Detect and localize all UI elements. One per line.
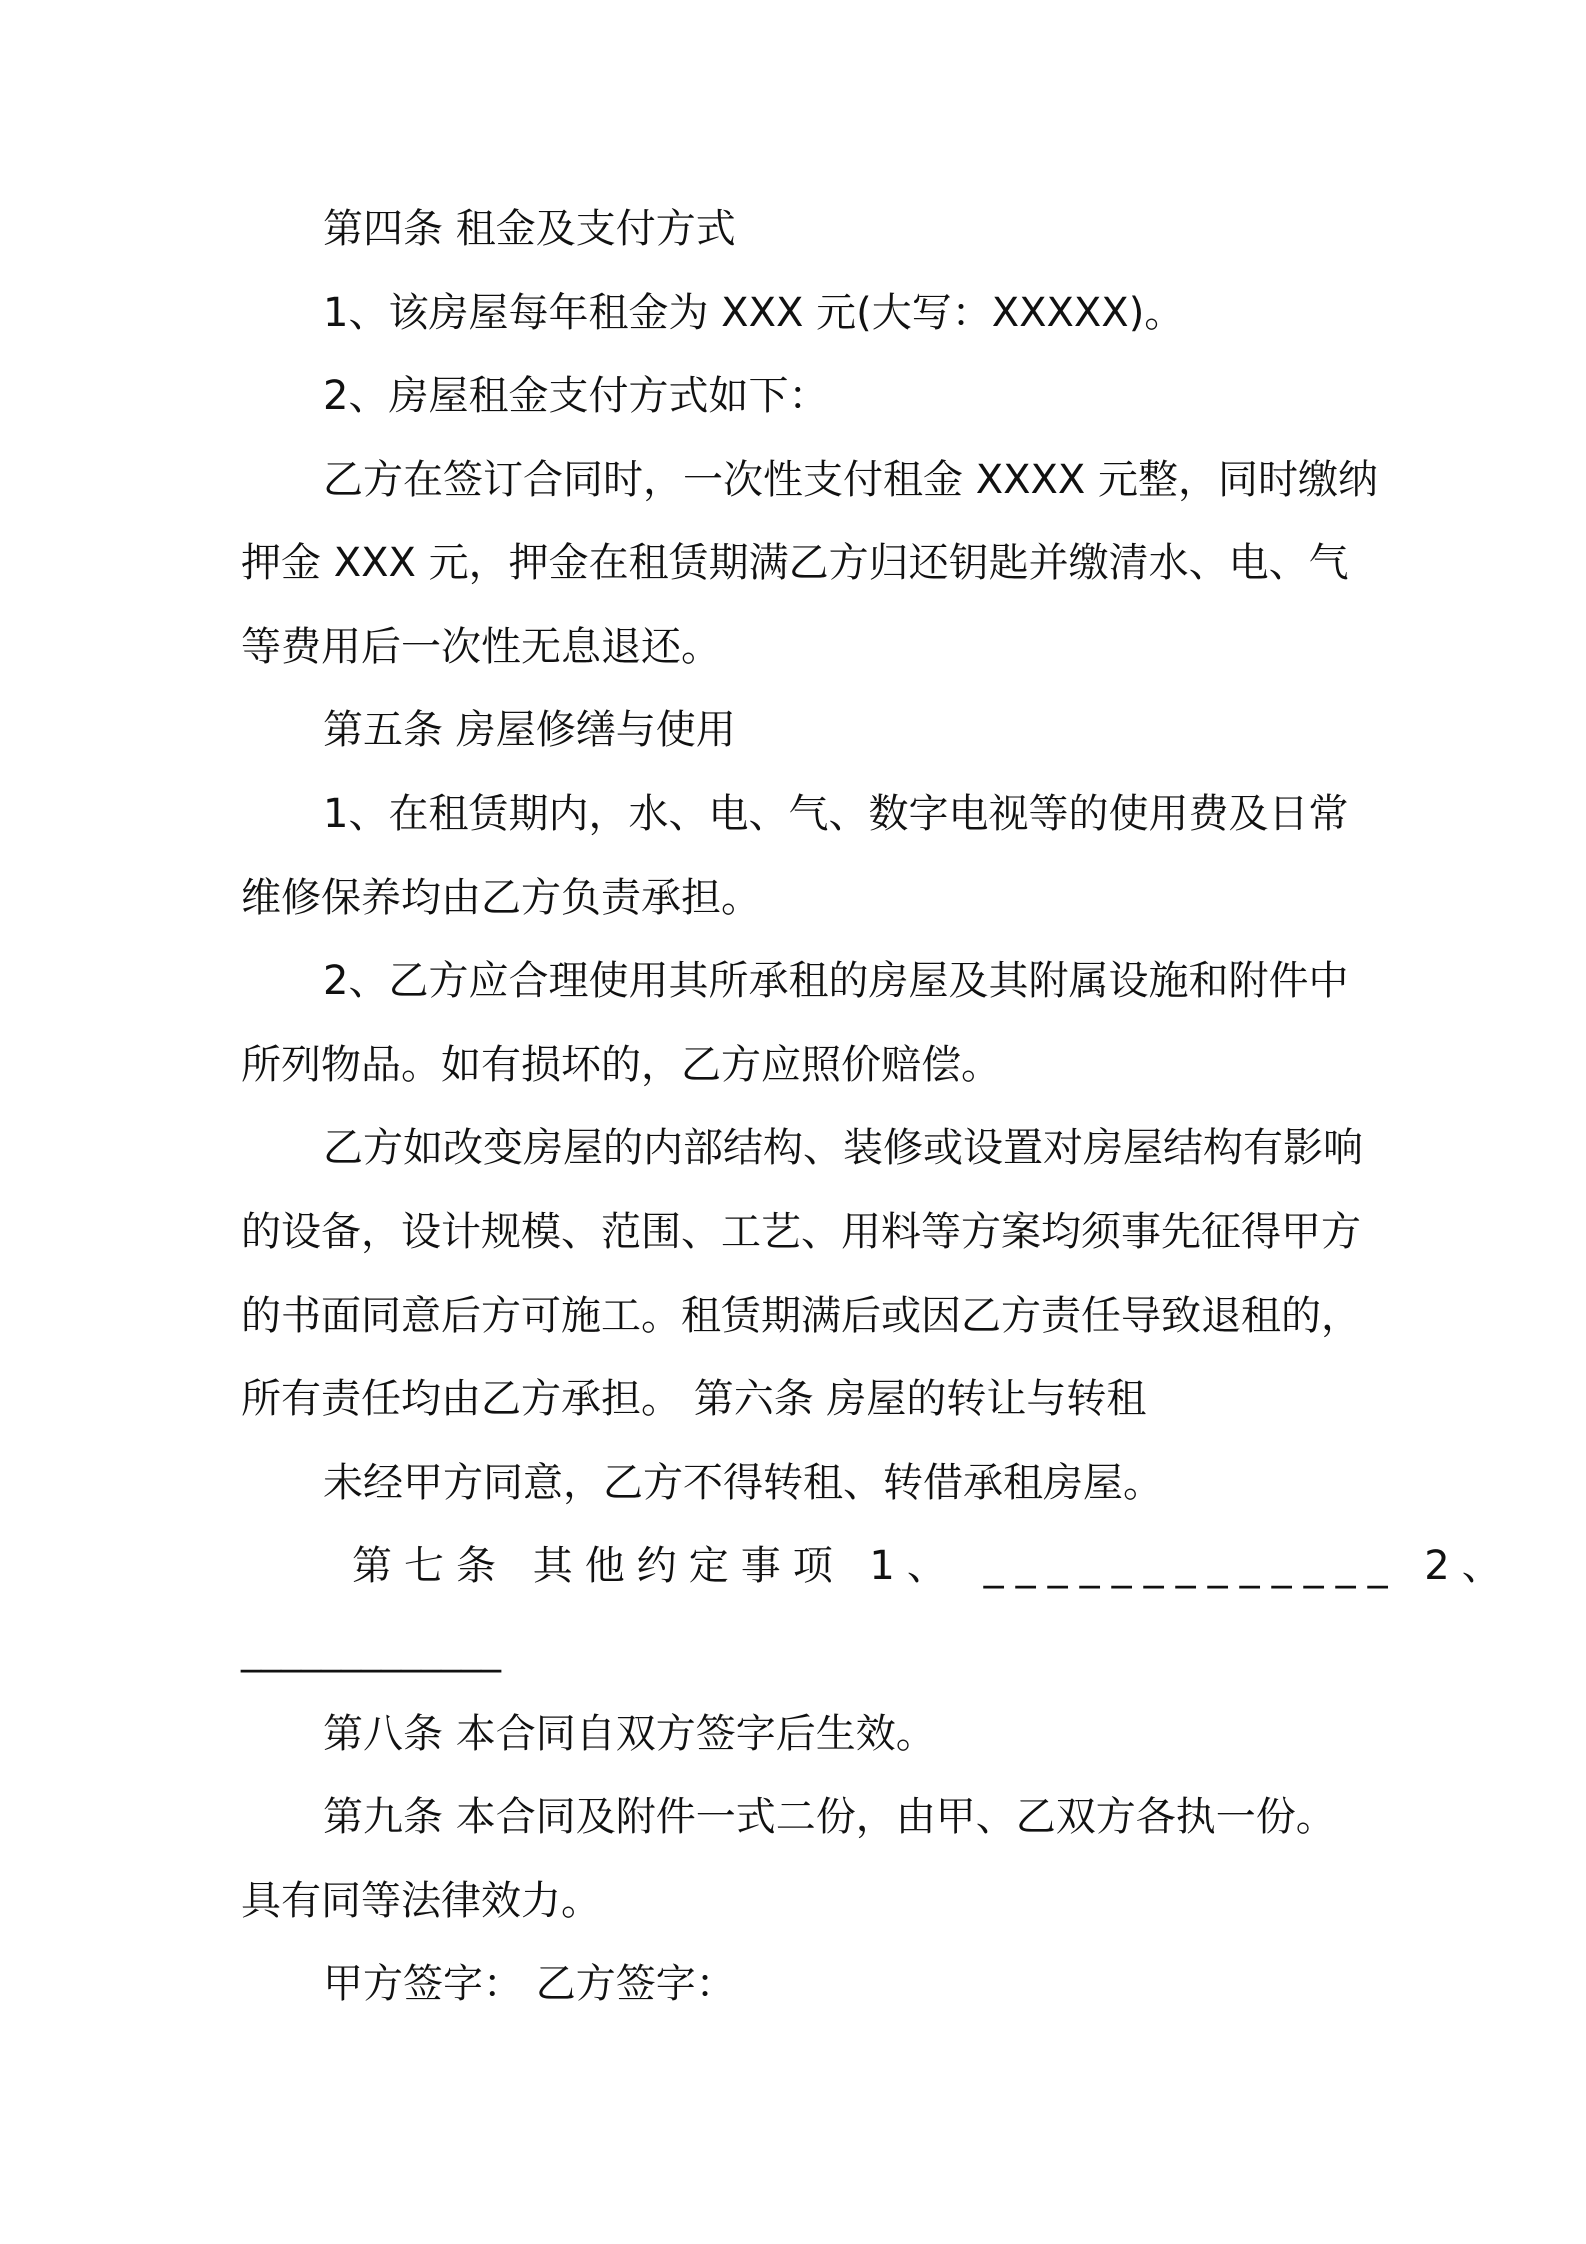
article-9-line: 第九条 本合同及附件一式二份，由甲、乙双方各执一份。 (323, 1794, 1336, 1840)
article-5-paragraph-line: 的书面同意后方可施工。租赁期满后或因乙方责任导致退租的， (241, 1293, 1361, 1339)
article-5-item-2-line: 所列物品。如有损坏的，乙方应照价赔偿。 (241, 1042, 1001, 1088)
article-5-item-2-line: 2、乙方应合理使用其所承租的房屋及其附属设施和附件中 (323, 958, 1349, 1004)
article-5-heading: 第五条 房屋修缮与使用 (323, 707, 736, 753)
article-5-item-1-line: 维修保养均由乙方负责承担。 (241, 875, 761, 921)
article-9-line: 具有同等法律效力。 (241, 1878, 601, 1924)
article-4-paragraph-line: 押金 XXX 元，押金在租赁期满乙方归还钥匙并缴清水、电、气 (241, 540, 1349, 586)
article-4-item-1: 1、该房屋每年租金为 XXX 元(大写：XXXXX)。 (323, 290, 1185, 336)
article-7-line: 第七条 其他约定事项 1、 _____________ 2、 (352, 1543, 1514, 1589)
article-5-paragraph-line: 的设备，设计规模、范围、工艺、用料等方案均须事先征得甲方 (241, 1209, 1361, 1255)
article-8-text: 第八条 本合同自双方签字后生效。 (323, 1711, 936, 1757)
article-5-paragraph-line: 所有责任均由乙方承担。 第六条 房屋的转让与转租 (241, 1376, 1147, 1422)
article-5-paragraph-line: 乙方如改变房屋的内部结构、装修或设置对房屋结构有影响 (323, 1125, 1363, 1171)
signature-line: 甲方签字： 乙方签字： (323, 1961, 736, 2007)
article-4-paragraph-line: 乙方在签订合同时，一次性支付租金 XXXX 元整，同时缴纳 (323, 457, 1379, 503)
article-7-blank-line: _____________ (241, 1627, 501, 1673)
article-4-paragraph-line: 等费用后一次性无息退还。 (241, 624, 721, 670)
article-6-text: 未经甲方同意，乙方不得转租、转借承租房屋。 (323, 1460, 1163, 1506)
article-5-item-1-line: 1、在租赁期内，水、电、气、数字电视等的使用费及日常 (323, 791, 1349, 837)
article-4-item-2: 2、房屋租金支付方式如下： (323, 373, 829, 419)
article-4-heading: 第四条 租金及支付方式 (323, 206, 736, 252)
